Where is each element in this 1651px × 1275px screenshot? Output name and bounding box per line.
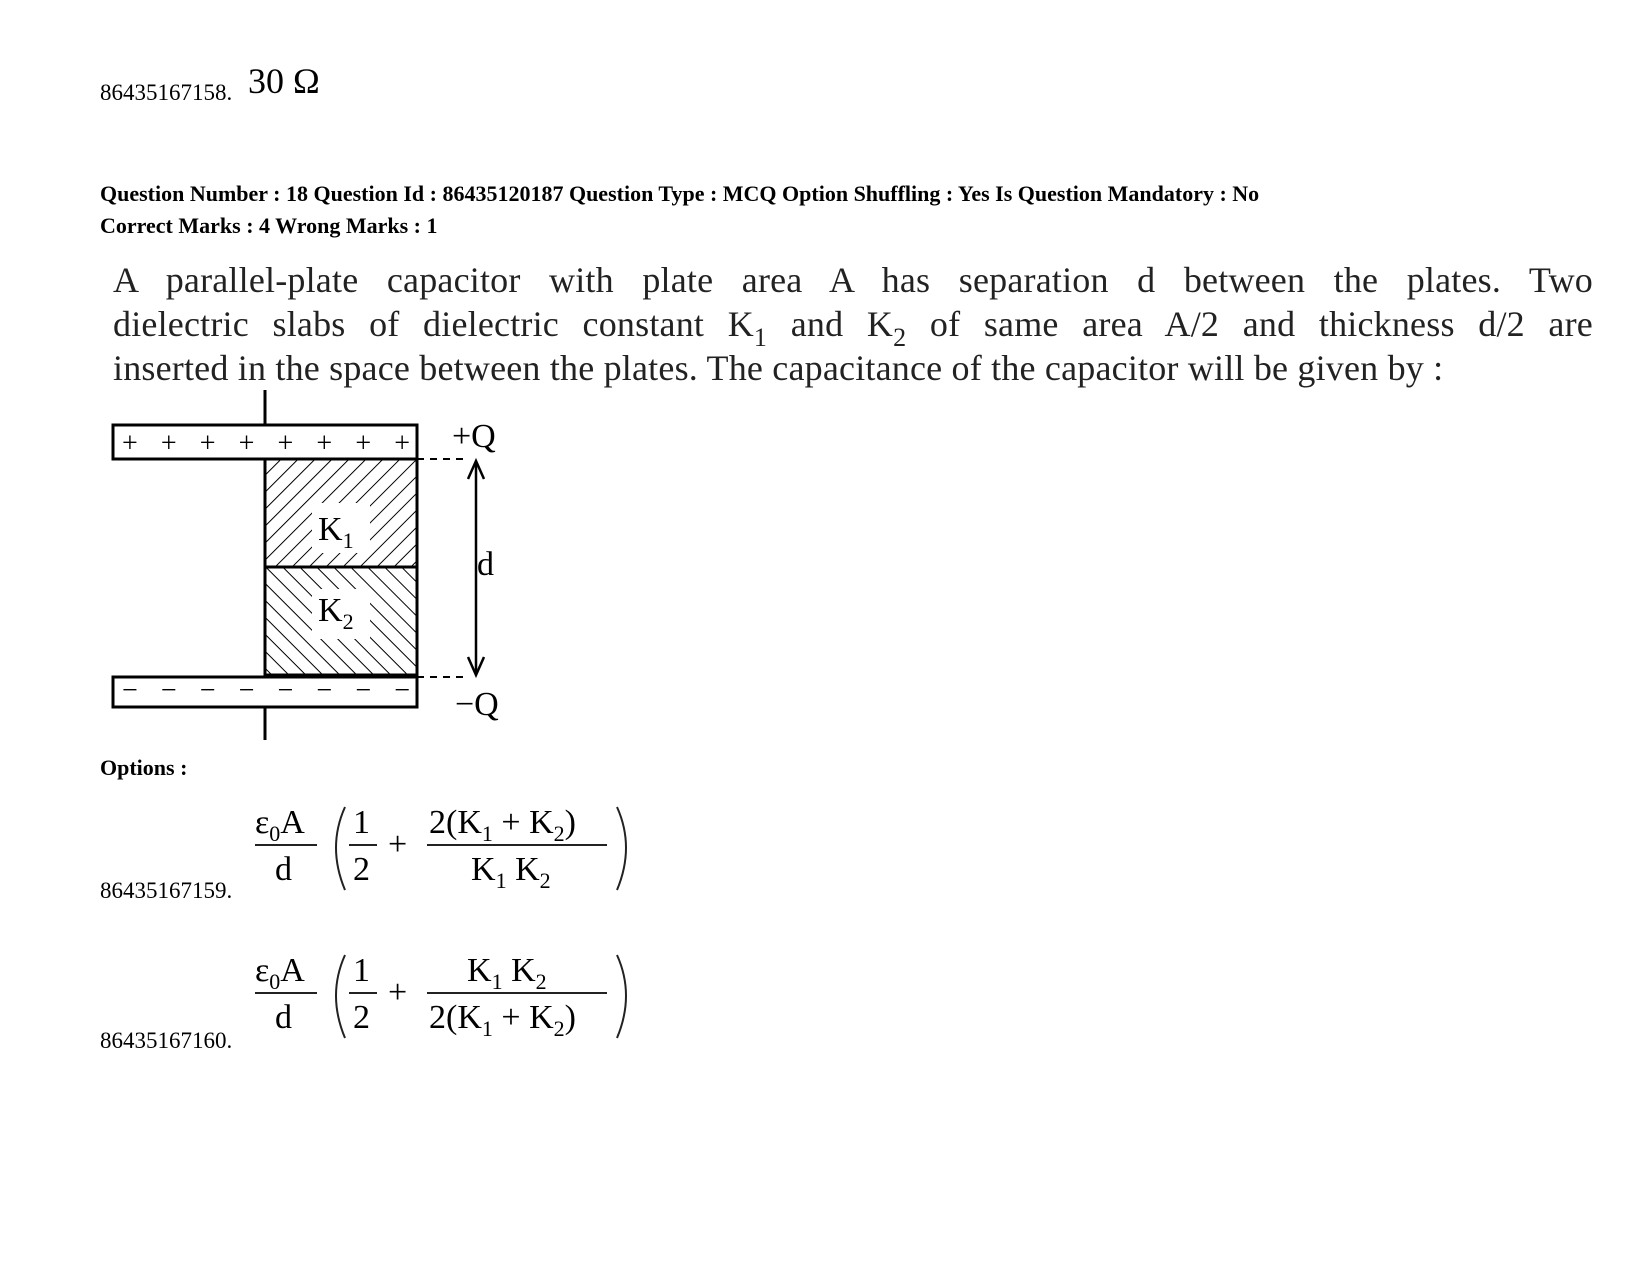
option-2-id: 86435167160. bbox=[100, 1028, 233, 1053]
gap-label: d bbox=[477, 546, 494, 583]
option-1-prefix-den: d bbox=[275, 851, 292, 888]
question-text-line1: A parallel-plate capacitor with plate area A has separation d between the plates. Two bbox=[113, 260, 1593, 300]
option-1-plus: + bbox=[388, 826, 408, 863]
option-2-right-paren bbox=[617, 955, 626, 1038]
option-2-formula[interactable] bbox=[245, 943, 645, 1048]
option-2-frac-num: $K_1$ $K_2$ bbox=[467, 952, 547, 994]
question-meta-line2: Correct Marks : 4 Wrong Marks : 1 bbox=[100, 213, 438, 238]
option-2-half-num: 1 bbox=[353, 952, 370, 989]
option-2-prefix-num: $\varepsilon_0A$ bbox=[255, 952, 305, 994]
top-charge-label: +Q bbox=[452, 418, 496, 455]
option-2-prefix-den: d bbox=[275, 999, 292, 1036]
bottom-plate-signs: − − − − − − − − bbox=[122, 675, 410, 706]
option-2-half-den: 2 bbox=[353, 999, 370, 1036]
option-1-half-num: 1 bbox=[353, 804, 370, 841]
capacitor-diagram bbox=[100, 385, 540, 745]
option-1-frac-num: $2(K_1 + K_2)$ bbox=[429, 804, 576, 846]
top-plate-signs: + + + + + + + + bbox=[122, 428, 410, 459]
question-text-line2: dielectric slabs of dielectric constant $K_1$ and $K_2$ of same area A/2 and thickness d/2 are bbox=[113, 304, 1593, 352]
prev-option-value: 30 Ω bbox=[248, 61, 320, 101]
option-1-left-paren bbox=[336, 807, 345, 890]
question-text bbox=[113, 258, 1593, 390]
option-2-left-paren bbox=[336, 955, 345, 1038]
slab-k2-label: $K_2$ bbox=[318, 592, 354, 634]
question-meta-line1: Question Number : 18 Question Id : 86435120187 Question Type : MCQ Option Shuffling : Yes Is Question Mandatory : No bbox=[100, 181, 1260, 206]
options-label: Options : bbox=[100, 755, 188, 780]
question-text-line3: inserted in the space between the plates. The capacitance of the capacitor will be given by : bbox=[113, 348, 1444, 388]
option-2-frac-den: $2(K_1 + K_2)$ bbox=[429, 999, 576, 1041]
option-1-right-paren bbox=[617, 807, 626, 890]
option-1-half-den: 2 bbox=[353, 851, 370, 888]
bottom-charge-label: −Q bbox=[455, 686, 499, 723]
option-1-id: 86435167159. bbox=[100, 878, 233, 903]
option-1-frac-den: $K_1$ $K_2$ bbox=[471, 851, 551, 893]
option-1-prefix-num: $\varepsilon_0A$ bbox=[255, 804, 305, 846]
prev-option-id: 86435167158. bbox=[100, 80, 233, 105]
option-1-formula[interactable] bbox=[245, 795, 645, 900]
option-2-plus: + bbox=[388, 974, 408, 1011]
slab-k1-label: $K_1$ bbox=[318, 511, 354, 553]
